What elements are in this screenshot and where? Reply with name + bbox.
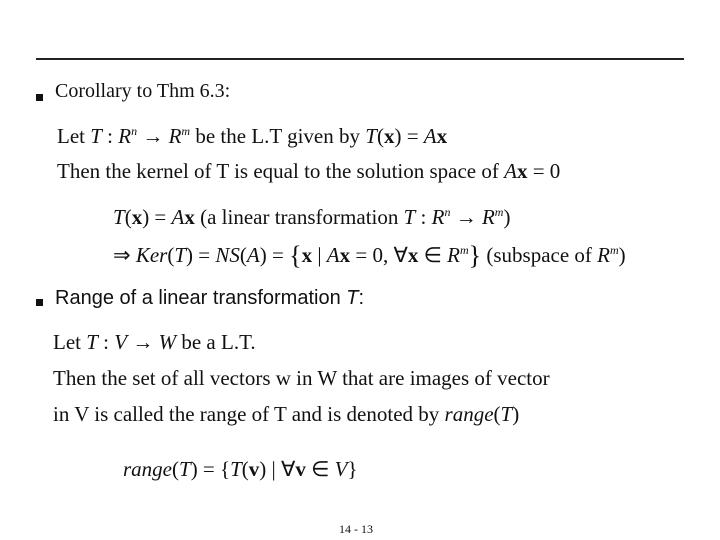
bullet-marker [36, 94, 43, 101]
range-line-1: Let T : V → W be a L.T. [53, 330, 256, 354]
kernel-equation: ⇒ Ker(T) = NS(A) = {x | Ax = 0, ∀x ∈ $R^m$} (subspace of $R^m$) [113, 241, 626, 270]
corollary-heading: Corollary to Thm 6.3: [55, 80, 231, 102]
bullet-marker [36, 299, 43, 306]
page-number: 14 - 13 [339, 522, 373, 536]
range-heading: Range of a linear transformation T: [55, 287, 365, 309]
range-equation: range(T) = {T(v) | ∀v ∈ V} [123, 457, 358, 481]
range-line-3: in V is called the range of T and is denoted by range(T) [53, 402, 520, 426]
range-line-2: Then the set of all vectors w in W that are images of vector [53, 366, 550, 390]
title-rule [36, 58, 684, 60]
corollary-line-2: Then the kernel of T is equal to the solution space of Ax = 0 [57, 159, 561, 183]
corollary-line-1: Let T : $R^n \to R^m$ be the L.T given by T(x) = Ax [57, 124, 448, 148]
linear-transformation-equation: T(x) = Ax (a linear transformation T : $R^n \to R^m$) [113, 205, 511, 229]
